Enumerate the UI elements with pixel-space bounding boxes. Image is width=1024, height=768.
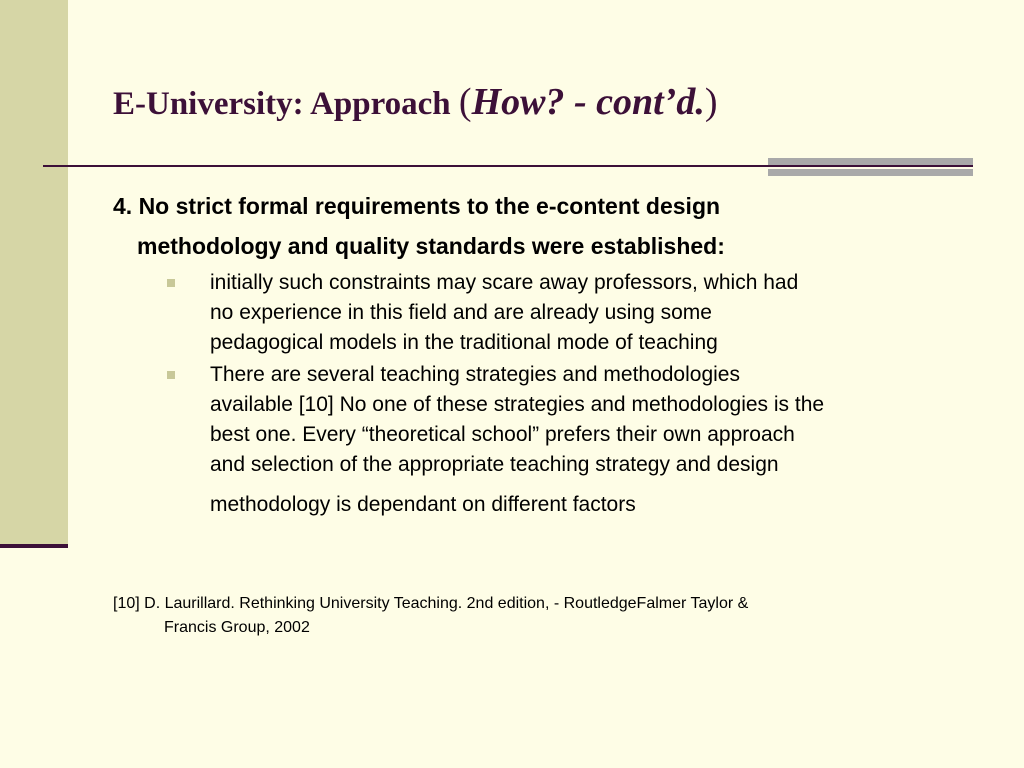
bullet-text-line: There are several teaching strategies and methodologies	[210, 363, 740, 386]
main-point-line-1: 4. No strict formal requirements to the e-content design	[113, 193, 721, 219]
bullet-text-line: pedagogical models in the traditional mode of teaching	[210, 331, 718, 354]
bullet-item	[165, 360, 965, 520]
left-accent-band	[0, 0, 68, 545]
slide-title-italic: How? - cont’d.	[471, 81, 705, 123]
square-bullet-icon	[167, 371, 175, 379]
slide-title-paren-open: (	[458, 81, 472, 123]
slide-title	[113, 78, 718, 128]
bullet-text-line: and selection of the appropriate teaching strategy and design	[210, 453, 779, 476]
bullet-text-line: initially such constraints may scare away professors, which had	[210, 271, 799, 294]
reference-footnote	[113, 592, 933, 640]
stripe-top	[768, 158, 973, 165]
reference-line-2: Francis Group, 2002	[164, 619, 310, 636]
bullet-text-line: available [10] No one of these strategies and methodologies is the	[210, 393, 825, 416]
reference-line-1: [10] D. Laurillard. Rethinking University Teaching. 2nd edition, - RoutledgeFalmer Taylor &	[113, 595, 749, 612]
bullet-text-line: best one. Every “theoretical school” prefers their own approach	[210, 423, 795, 446]
stripe-bottom	[768, 169, 973, 176]
main-point-line-2: methodology and quality standards were established:	[137, 233, 725, 259]
bullet-list	[165, 268, 965, 522]
left-accent-underline	[0, 544, 68, 548]
square-bullet-icon	[167, 279, 175, 287]
slide-title-paren-close: )	[704, 81, 718, 123]
slide-title-main: E-University: Approach	[113, 86, 451, 122]
bullet-item	[165, 268, 965, 358]
main-point	[113, 186, 913, 266]
decorative-stripes	[768, 158, 973, 178]
bullet-text-line: methodology is dependant on different factors	[210, 493, 636, 516]
bullet-text-line: no experience in this field and are already using some	[210, 301, 712, 324]
